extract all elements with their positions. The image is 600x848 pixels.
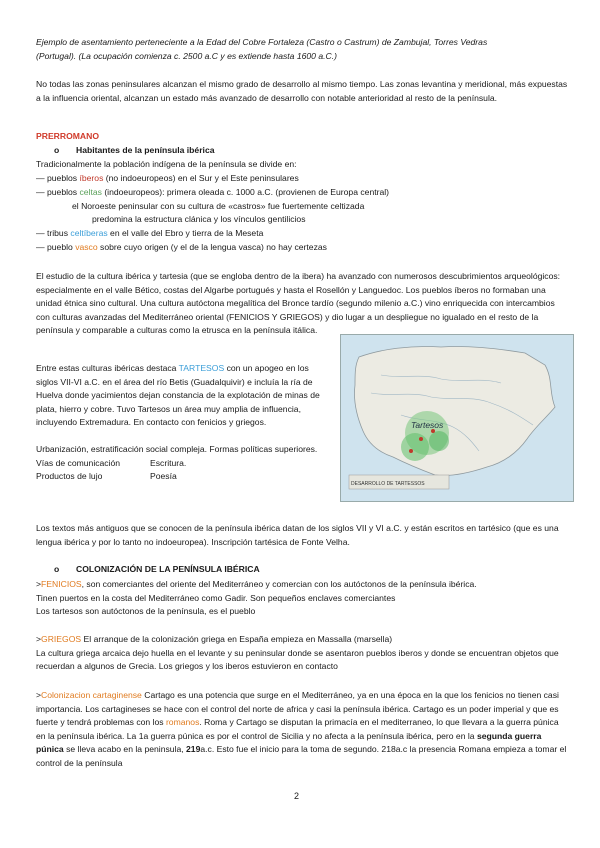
highlight-griegos: GRIEGOS <box>41 634 82 644</box>
map-graphic <box>341 335 573 501</box>
line-iberos <box>36 172 570 186</box>
map-label: Tartesos <box>411 420 444 430</box>
text: — tribus <box>36 228 71 238</box>
griegos-line-1 <box>36 633 570 647</box>
text: (no indoeuropeos) en el Sur y el Este peninsulares <box>103 173 299 183</box>
text: (indoeuropeos): primera oleada c. 1000 a.C. (provienen de Europa central) <box>101 187 390 197</box>
map-legend: DESARROLLO DE TARTESSOS <box>351 481 425 487</box>
fenicios-line-2: Tinen puertos en la costa del Mediterráneo como Gadir. Son pequeños enclaves comerciantes <box>36 592 396 603</box>
highlight-tartesos: TARTESOS <box>178 363 225 373</box>
line-noroeste: el Noroeste peninsular con su cultura de «castros» fue fuertemente celtizada <box>72 201 365 211</box>
highlight-celtas: celtas <box>79 187 102 197</box>
bold-219: 219 <box>186 744 201 755</box>
productos-text: Productos de lujo <box>36 471 103 482</box>
intro-paragraph: No todas las zonas peninsulares alcanzan el mismo grado de desarrollo al mismo tiempo. Las zonas levantina y meridional, más expuestas a la influencia oriental, alcanzan un estado más avanzado de desarrollo con notable anterioridad al resto de la península. <box>36 79 568 103</box>
highlight-vasco: vasco <box>75 242 98 252</box>
caption-line-2: (Portugal). (La ocupación comienza c. 2500 a.C y es extiende hasta 1600 a.C.) <box>36 50 337 61</box>
tartesos-paragraph <box>36 362 332 430</box>
cartago-paragraph <box>36 689 570 771</box>
text: — pueblo <box>36 242 76 252</box>
subheading-habitantes <box>36 144 570 158</box>
tartesos-block <box>36 362 332 484</box>
text: , son comerciantes del oriente del Mediterráneo y comercian con los autóctonos de la península ibérica. <box>81 579 477 589</box>
image-caption <box>36 36 570 63</box>
griegos-block <box>36 633 570 674</box>
subheading-colonizacion <box>36 563 570 577</box>
text: — pueblos <box>36 173 80 183</box>
text: El arranque de la colonización griega en España empieza en Massalla (marsella) <box>81 634 393 644</box>
text: . Roma y Cartago se disputan la primacía en el mediterraneo, lo que llevara a la guerra púnica en la península ibérica. La 1a guerra púnica es por el control de Sicilia y no afecta a la península ibérica, pero en la <box>36 717 559 741</box>
caption-line-1: Ejemplo de asentamiento perteneciente a la Edad del Cobre Fortaleza (Castro o Castrum) de Zambujal, Torres Vedras <box>36 37 488 47</box>
text: a.c. Esto fue el inicio para la toma de segundo. 218a.c la presencia Romana empieza a tomar el control de la península <box>36 744 567 768</box>
highlight-cartaginense: Colonizacion cartaginense <box>41 690 142 700</box>
bold-segunda-guerra: segunda guerra púnica <box>36 730 542 755</box>
line-celtas <box>36 186 570 200</box>
subheading-text: Habitantes de la península ibérica <box>76 145 215 155</box>
line-tribus <box>36 227 570 241</box>
highlight-celtiberas: celtíberas <box>70 228 108 238</box>
text: se lleva acabo en la peninsula, <box>63 744 187 755</box>
highlight-romanos: romanos <box>165 717 200 728</box>
fenicios-line-3: Los tartesos son autóctonos de la península, es el pueblo <box>36 606 256 617</box>
text: > <box>36 634 42 644</box>
highlight-fenicios: FENICIOS <box>41 579 82 589</box>
text: — pueblos <box>36 187 80 197</box>
vias-row <box>36 457 332 471</box>
textos-paragraph: Los textos más antiguos que se conocen de la península ibérica datan de los siglos VII y VI a.C. y están escritos en tartésico (que es una lengua ibérica y por lo tanto no indoeuropea). Inscripción tartésica de Fonte Velha. <box>36 523 559 547</box>
highlight-iberos: íberos <box>79 173 104 183</box>
text: > <box>36 579 42 589</box>
urbanizacion-line: Urbanización, estratificación social compleja. Formas políticas superiores. <box>36 443 318 454</box>
fenicios-block <box>36 578 570 619</box>
griegos-paragraph: La cultura griega arcaica dejo huella en el levante y su peninsular donde se asentaron pueblos iberos y donde se encuentran objetos que recuerdan a algunos de Grecia. Los griegos y los iberos estuvieron en contacto <box>36 647 559 672</box>
colonizacion-heading: COLONIZACIÓN DE LA PENÍNSULA IBÉRICA <box>76 564 260 574</box>
bullet-icon: o <box>54 564 60 574</box>
lead-line: Tradicionalmente la población indígena de la península se divide en: <box>36 159 297 169</box>
poesia-text: Poesía <box>150 471 177 482</box>
line-predomina: predomina la estructura clánica y los vínculos gentilicios <box>92 214 306 224</box>
escritura-text: Escritura. <box>150 457 187 468</box>
vias-text: Vías de comunicación <box>36 457 121 468</box>
text: en el valle del Ebro y tierra de la Meseta <box>107 228 264 238</box>
fenicios-line-1 <box>36 578 570 592</box>
tartesos-map <box>340 334 574 502</box>
line-vasco <box>36 241 570 255</box>
productos-row <box>36 470 332 484</box>
text: sobre cuyo origen (y el de la lengua vasca) no hay certezas <box>97 242 327 252</box>
paragraph-estudio: El estudio de la cultura ibérica y tartesia (que se engloba dentro de la ibera) ha avanzado con numerosos descubrimientos arqueológicos: especialmente en el valle Bético, costas del Algarbe portugués y hasta el Rosellón y Languedoc. Los pueblos íberos no formaban una unidad étnica sino cultural. Una cultura autóctona megalítica del Bronce tardío (segundo milenio a.C.) vino enriquecida con intercambios con culturas avanzadas del Mediterráneo oriental (FENICIOS Y GRIEGOS) y dio lugar a un despliegue no igualado en el resto de la península y comparable a culturas como la etrusca en la península itálica. <box>36 271 561 336</box>
text: con un apogeo en los siglos VII-VI a.C. en el área del río Betis (Guadalquivir) e incluía la ría de Huelva donde yacimientos dejan constancia de la explotación de minas de plata, hierro y cobre. Tuvo Tartesos un área muy amplia de influencia, incluyendo Extremadura. En contacto con fenicios y griegos. <box>36 363 320 428</box>
page-number: 2 <box>294 791 300 801</box>
text: Cartago es una potencia que surge en el Mediterráneo, ya en una época en la que los fenicios no tienen casi importancia. Los cartagineses se hace con el control del norte de africa y casi la península ibérica. Cartago es un poder imperial y que es fuerte y tendrá problemas con los <box>36 690 559 728</box>
text: > <box>36 690 42 700</box>
section-heading-prerromano: PRERROMANO <box>36 131 100 141</box>
bullet-icon: o <box>54 145 60 155</box>
text: Entre estas culturas ibéricas destaca <box>36 363 179 373</box>
